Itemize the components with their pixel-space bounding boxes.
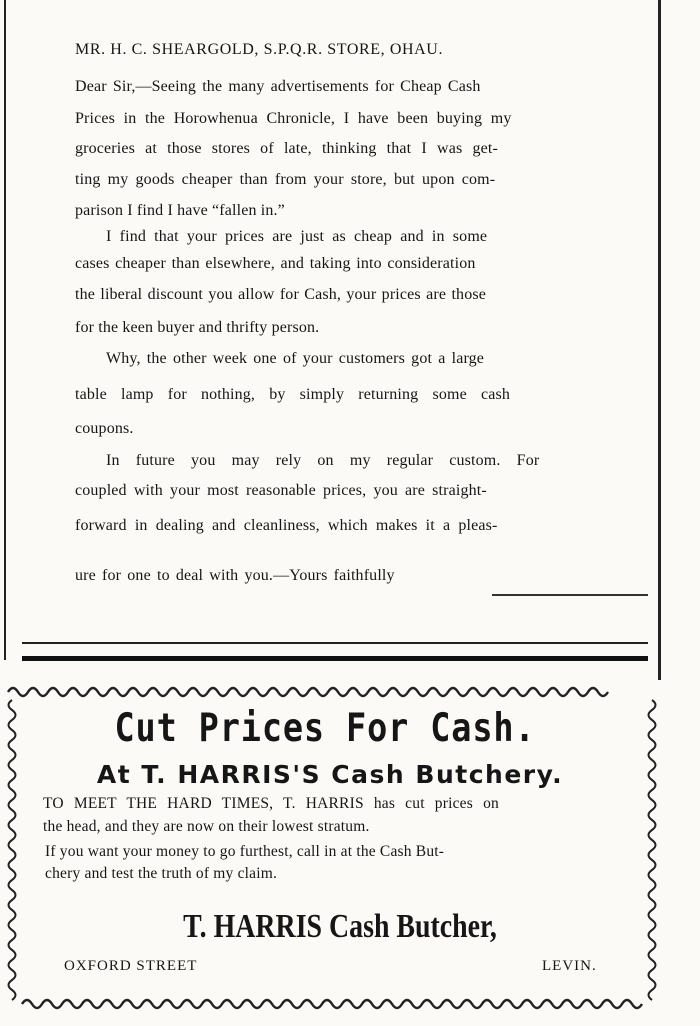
letter-line: In future you may rely on my regular custom. For	[106, 452, 540, 469]
letter-line: parison I find I have “fallen in.”	[75, 202, 285, 219]
letter-header: MR. H. C. SHEARGOLD, S.P.Q.R. STORE, OHAU.	[75, 41, 444, 58]
ad-title: Cut Prices For Cash.	[114, 706, 536, 751]
ad-body-line: the head, and they are now on their lowest stratum.	[43, 818, 370, 835]
wavy-border-left	[9, 700, 16, 1000]
wavy-border-bottom	[22, 1000, 642, 1008]
wavy-border-top	[8, 688, 608, 696]
letter-line: forward in dealing and cleanliness, which makes it a pleas-	[75, 517, 498, 534]
ad-body-line: If you want your money to go furthest, call in at the Cash But-	[45, 843, 445, 860]
ad-street: OXFORD STREET	[64, 958, 198, 974]
column-rule-left	[4, 0, 6, 660]
letter-line: cases cheaper than elsewhere, and taking into consideration	[75, 255, 476, 272]
letter-line: table lamp for nothing, by simply returning some cash	[75, 386, 510, 403]
ad-body-line: chery and test the truth of my claim.	[45, 865, 278, 882]
letter-line: ure for one to deal with you.—Yours faithfully	[75, 567, 395, 584]
letter-line: Dear Sir,—Seeing the many advertisements for Cheap Cash	[75, 78, 481, 95]
separator-thin	[22, 642, 648, 644]
letter-line: ting my goods cheaper than from your store, but upon com-	[75, 171, 496, 188]
letter-line: groceries at those stores of late, thinking that I was get-	[75, 140, 498, 157]
wavy-border-right	[649, 700, 656, 1000]
ad-subtitle: At T. HARRIS'S Cash Butchery.	[96, 760, 564, 789]
separator-thick	[22, 656, 648, 661]
ad-body-line: TO MEET THE HARD TIMES, T. HARRIS has cut prices on	[43, 795, 499, 812]
letter-line: for the keen buyer and thrifty person.	[75, 319, 320, 336]
letter-line: Why, the other week one of your customers got a large	[106, 350, 485, 367]
ad-town: LEVIN.	[542, 958, 597, 974]
column-rule-right	[658, 0, 661, 680]
letter-line: coupled with your most reasonable prices, you are straight-	[75, 482, 487, 499]
letter-line: the liberal discount you allow for Cash, your prices are those	[75, 286, 486, 303]
letter-line: coupons.	[75, 420, 134, 437]
ad-business-name: T. HARRIS Cash Butcher,	[183, 908, 497, 945]
signature-rule	[492, 594, 648, 596]
letter-line: I find that your prices are just as cheap and in some	[106, 228, 488, 245]
letter-line: Prices in the Horowhenua Chronicle, I have been buying my	[75, 110, 512, 127]
